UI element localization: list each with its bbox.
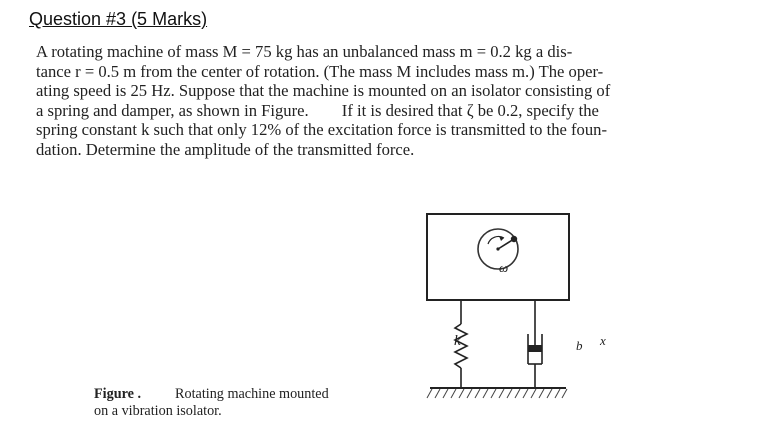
- damper-piston: [528, 345, 542, 352]
- problem-statement: [36, 42, 736, 160]
- figure-caption: [94, 386, 414, 420]
- spring-label: k: [454, 333, 461, 349]
- figure-caption-label: Figure .: [94, 386, 142, 402]
- problem-line: a spring and damper, as shown in Figure. If it is desired that ζ be 0.2, specify the: [36, 100, 599, 120]
- problem-line: spring constant k such that only 12% of the excitation force is transmitted to the foun-: [36, 120, 607, 140]
- problem-line: tance r = 0.5 m from the center of rotation. (The mass M includes mass m.) The oper-: [36, 61, 604, 81]
- figure-caption-text-2: on a vibration isolator.: [94, 403, 222, 419]
- unbalanced-mass: [511, 236, 517, 242]
- rotation-label: ω: [499, 260, 509, 275]
- damper-label: b: [576, 338, 583, 353]
- figure-caption-text: Rotating machine mounted: [175, 386, 329, 402]
- rotating-machine-diagram: [412, 206, 592, 412]
- problem-line: A rotating machine of mass M = 75 kg has an unbalanced mass m = 0.2 kg a dis-: [36, 42, 573, 61]
- problem-line: dation. Determine the amplitude of the transmitted force.: [36, 139, 415, 159]
- rotor-center: [496, 247, 499, 250]
- damper: [528, 300, 542, 388]
- displacement-label: x: [600, 333, 606, 348]
- problem-line: ating speed is 25 Hz. Suppose that the machine is mounted on an isolator consisting of: [36, 81, 611, 101]
- question-heading: Question #3 (5 Marks): [29, 9, 208, 29]
- ground-hatch: [427, 389, 567, 398]
